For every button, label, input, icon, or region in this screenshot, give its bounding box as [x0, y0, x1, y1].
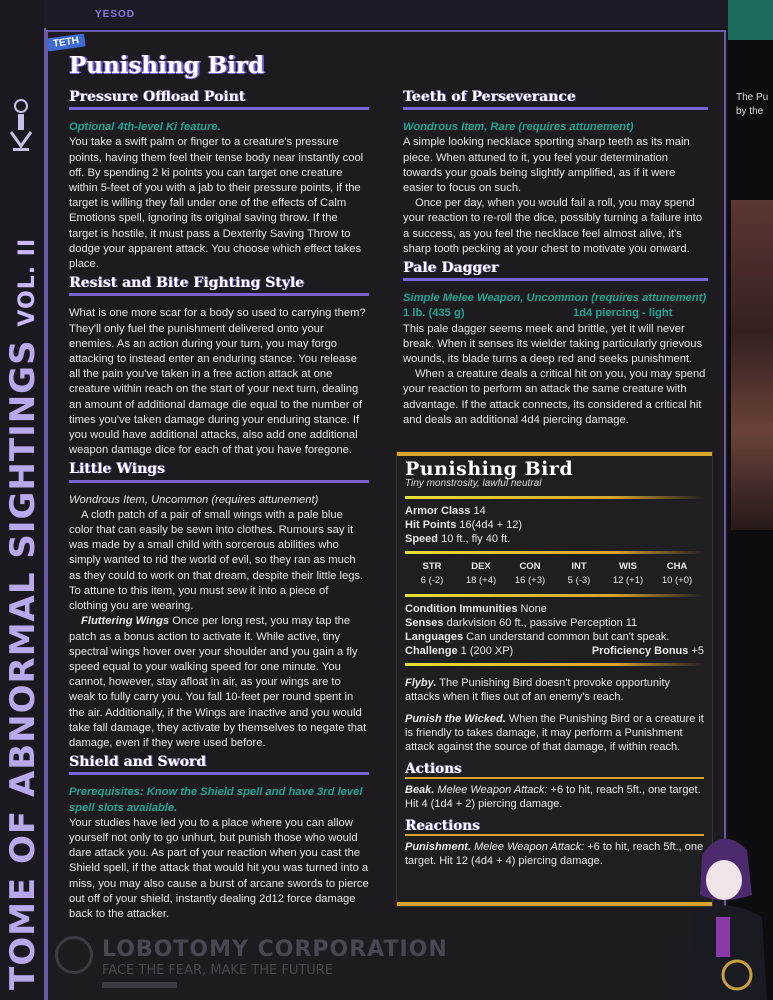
right-teal-block [728, 0, 773, 40]
ability-int: INT 5 (-3) [567, 561, 591, 586]
divider [405, 663, 704, 666]
actions-heading: Actions [405, 762, 704, 779]
right-peek-text: The Pu by the [736, 92, 769, 117]
section-heading-pressure: Pressure Offload Point [69, 90, 369, 110]
company-logo-icon [55, 936, 93, 974]
divider [405, 551, 704, 554]
sidebar [0, 0, 46, 1000]
ability-cha: CHA 10 (+0) [661, 561, 693, 586]
weapon-stats: 1 lb. (435 g) 1d4 piercing - light [403, 307, 673, 320]
page-title: Punishing Bird [69, 52, 265, 79]
reaction-punishment: Punishment. Melee Weapon Attack: +6 to hit, reach 5ft., one target. Hit 12 (4d4 + 4) piercing damage. [405, 841, 704, 867]
section-heading-dagger: Pale Dagger [403, 261, 708, 281]
emblem-icon [8, 96, 34, 156]
section-body: A cloth patch of a pair of small wings with a pale blue color that can easily be sewn into clothes. Rumours say it was made by a small child with sorcerous abilities who simply wanted to rid the world of evil, so they ran as much as they could to work on that dream, despite their little legs. To attune to this item, you must sew it into a piece of clothing you are wearing. [69, 508, 364, 613]
ability-str: STR 6 (-2) [420, 561, 444, 586]
speed: Speed 10 ft., fly 40 ft. [405, 533, 511, 545]
section-subtitle: Wondrous Item, Uncommon (requires attunement) [69, 493, 319, 506]
reactions-heading: Reactions [405, 819, 704, 836]
section-body: You take a swift palm or finger to a creature's pressure points, having them feel their tense body near instantly cool off. By spending 2 ki points you can target one creature within 5-feet of you with a jab to their pressure points, if the target is willing they fall under one of the effects of Calm Emotions spell, ignoring its original saving throw. If the target is hostile, it must pass a Dexterity Saving Throw to dodge your apparent attack. You choose which effect takes place. [69, 136, 364, 271]
section-body: A simple looking necklace sporting sharp teeth as its main piece. When attuned to it, you feel your determination towards your goals being slightly amplified, as if it were easier to focus on such. [403, 136, 690, 195]
footer-brand: LOBOTOMY CORPORATION [102, 937, 448, 962]
divider [405, 594, 704, 597]
section-body: When a creature deals a critical hit on you, you may spend your reaction to perform an attack the same creature with advantage. If the attack connects, its considered a critical hit and deals an additional 4d4 piercing damage. [403, 368, 706, 426]
section-heading-shield: Shield and Sword [69, 755, 369, 775]
statblock-type: Tiny monstrosity, lawful neutral [405, 478, 542, 489]
header-label: YESOD [95, 9, 136, 20]
section-heading-teeth: Teeth of Perseverance [403, 90, 708, 110]
trait-flyby: Flyby. The Punishing Bird doesn't provoke opportunity attacks when it flies out of an enemy's reach. [405, 677, 671, 703]
section-heading-wings: Little Wings [69, 462, 369, 482]
hit-points: Hit Points 16(4d4 + 12) [405, 519, 523, 531]
left-column [69, 90, 369, 922]
divider [405, 496, 704, 499]
character-illustration [672, 825, 773, 1000]
section-subtitle: Simple Melee Weapon, Uncommon (requires attunement) [403, 292, 707, 305]
section-subtitle: Wondrous Item, Rare (requires attunement) [403, 121, 634, 134]
statblock-name: Punishing Bird [405, 458, 574, 480]
section-body: Fluttering Wings Once per long rest, you may tap the patch as a bonus action to activate it. While active, tiny spectral wings hover over your shoulder and you gain a fly speed equal to your walking speed for one minute. You cannot, however, stay afloat in air, as your wings are to weak to fully carry you. You fall 10-feet per round spent in the air. Additionally, if the Wings are inactive and you would take fall damage, they activate by themselves to negate that damage, even if they were used before. [69, 615, 367, 749]
section-body: What is one more scar for a body so used to carrying them? They'll only fuel the punishment delivered onto your enemies. As an action during your turn, you may forgo attacking to instead enter an enduring stance. You release all the pain you've taken in a free action attack at one creature within reach on the start of your next turn, dealing an amount of additional damage die equal to the number of times you've taken damage during your enduring stance. If you would have additional attacks, also add one additional weapon damage dice for each of that you have foregone. [69, 307, 366, 457]
ability-con: CON 16 (+3) [514, 561, 546, 586]
footer-bar [102, 982, 177, 988]
armor-class: Armor Class 14 [405, 505, 486, 517]
action-beak: Beak. Melee Weapon Attack: +6 to hit, reach 5ft., one target. Hit 4 (1d4 + 2) piercing damage. [405, 784, 701, 810]
sidebar-title: TOME OF ABNORMAL SIGHTINGS VOL. II [3, 237, 43, 990]
section-body: This pale dagger seems meek and brittle, yet it will never break. When it senses its wielder taking particularly grievous wounds, its blade turns a deep red and seeks punishment. [403, 322, 703, 366]
right-column [403, 90, 708, 428]
senses: Senses darkvision 60 ft., passive Perception 11 [405, 617, 638, 629]
section-body: Your studies have led you to a place where you can allow yourself not only to go unhurt, but punish those who would dare attack you. As part of your reaction when you cast the Shield spell, if the attack that would hit you was turned into a miss, you may also cause a burst of arcane swords to pierce out off of your shield, instantly dealing 2d12 force damage back to the attacker. [69, 816, 369, 920]
languages: Languages Can understand common but can't speak. [405, 631, 670, 643]
footer-tagline: FACE THE FEAR, MAKE THE FUTURE [102, 963, 334, 978]
condition-immunities: Condition Immunities None [405, 603, 547, 615]
stat-block [397, 452, 712, 906]
section-subtitle: Prerequisites: Know the Shield spell and have 3rd level spell slots available. [69, 786, 363, 814]
right-illustration [731, 200, 773, 530]
challenge: Challenge 1 (200 XP) Proficiency Bonus +5 [405, 645, 704, 657]
top-strip [44, 0, 734, 28]
section-subtitle: Optional 4th-level Ki feature. [69, 121, 221, 134]
trait-punish: Punish the Wicked. When the Punishing Bird or a creature it is friendly to takes damage, it may perform a Punishment attack against the source of that damage, if within reach. [405, 713, 704, 753]
ability-scores [409, 560, 700, 588]
section-heading-resist: Resist and Bite Fighting Style [69, 276, 369, 296]
section-body: Once per day, when you would fail a roll, you may spend your reaction to re-roll the dice, possibly turning a failure into a success, as you feel the necklace feel almost alive, it's sharp tooth pecking at your chest to motivate you onward. [403, 197, 703, 255]
ability-dex: DEX 18 (+4) [465, 561, 497, 586]
risk-badge: TETH [46, 33, 86, 51]
ability-wis: WIS 12 (+1) [612, 561, 644, 586]
